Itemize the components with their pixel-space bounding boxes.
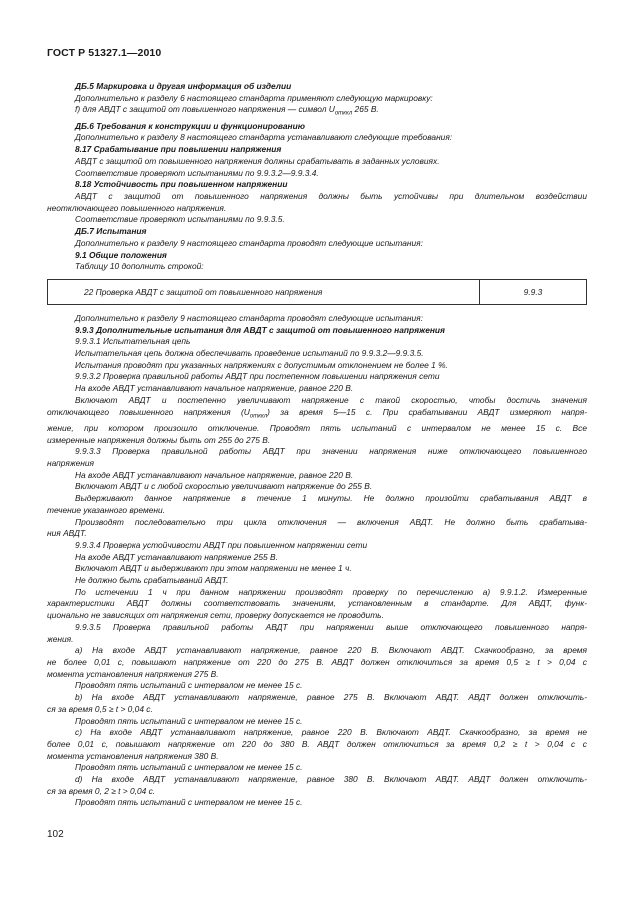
text-line: АВДТ с защитой от повышенного напряжения должны быть устойчивы при длительном воздействии: [75, 191, 587, 201]
table-10-addition: [47, 279, 587, 305]
text-line: 9.9.3.4 Проверка устойчивости АВДТ при повышенном напряжении сети: [75, 539, 368, 550]
text-line: Включают АВДТ и постепенно увеличивают напряжение с такой скоростью, чтобы достичь значения: [75, 394, 587, 405]
text-line: [47, 407, 587, 423]
table-cell-clause: 9.9.3: [480, 279, 587, 304]
text-line: Проводят пять испытаний с интервалом не менее 15 с.: [75, 680, 303, 691]
text-line: Испытания проводят при указанных напряжениях с допустимым отклонением не более 1 %.: [75, 359, 448, 370]
text-line: АВДТ с защитой от повышенного напряжения должны срабатывать в заданных условиях.: [75, 155, 440, 166]
text-line: измеренные напряжения должны быть от 255 до 275 В.: [47, 434, 271, 445]
text-line: 9.9.3.3 Проверка правильной работы АВДТ при значении напряжения ниже отключающего повышенного: [75, 446, 587, 457]
text-line: Таблицу 10 дополнить строкой:: [75, 261, 204, 272]
text-line: Соответствие проверяют испытаниями по 9.9.3.2—9.9.3.4.: [75, 167, 319, 178]
text-line: 9.9.3.5 Проверка правильной работы АВДТ при напряжении выше отключающего повышенного напря-: [75, 621, 587, 632]
text-line: Не должно быть срабатываний АВДТ.: [75, 575, 229, 586]
text-line: течение указанного времени.: [47, 504, 165, 515]
text-line: характеристики АВДТ должны соответствовать значениям, установленным в стандарте. Для АВДТ, функ-: [47, 598, 587, 609]
text-line: Проводят пять испытаний с интервалом не менее 15 с.: [75, 797, 303, 808]
text-line: ДБ.6 Требования к конструкции и функционированию: [75, 120, 305, 131]
page-number: 102: [47, 829, 64, 840]
text-line: На входе АВДТ устанавливают начальное напряжение, равное 220 В.: [75, 383, 354, 394]
text-line: 9.9.3.2 Проверка правильной работы АВДТ при постепенном повышении напряжения сети: [75, 371, 440, 382]
text-line: b) На входе АВДТ устанавливают напряжение, равное 275 В. Включают АВДТ. АВДТ должен отключить-: [75, 692, 587, 703]
document-header: ГОСТ Р 51327.1—2010: [47, 47, 162, 59]
text-line: Включают АВДТ и с любой скоростью увеличивают напряжение до 255 В.: [75, 481, 373, 492]
text-line: Испытательная цепь должна обеспечивать проведение испытаний по 9.9.3.2—9.9.3.5.: [75, 348, 424, 359]
text-line: Дополнительно к разделу 6 настоящего стандарта применяют следующую маркировку:: [75, 92, 433, 103]
text-line: жение, при котором произошло отключение. Проводят пять испытаний с интервалом не менее 15 с. Все: [47, 422, 587, 433]
text-line: Дополнительно к разделу 8 настоящего стандарта устанавливают следующие требования:: [75, 132, 453, 143]
section-9-9-3: [47, 313, 587, 809]
text-line: ДБ.7 Испытания: [75, 226, 147, 237]
text-line: 8.17 Срабатывание при повышении напряжения: [75, 144, 282, 155]
text-line: На входе АВДТ устанавливают начальное напряжение, равное 220 В.: [75, 469, 354, 480]
table-cell-description: 22 Проверка АВДТ с защитой от повышенного напряжения: [48, 279, 480, 304]
text-line: ся за время 0,5 ≥ t > 0,04 с.: [47, 703, 153, 714]
text-line: d) На входе АВДТ устанавливают напряжение, равное 380 В. Включают АВДТ. АВДТ должен отключить-: [75, 774, 587, 785]
text-line: ционально не зависящих от напряжения сети, проверку допускается не проводить.: [47, 610, 384, 621]
text-line: Проводят пять испытаний с интервалом не менее 15 с.: [75, 762, 303, 773]
text-line: с) На входе АВДТ устанавливают напряжение, равное 220 В. Включают АВДТ. Скачкообразно, за время не: [75, 727, 587, 738]
text-line: а) На входе АВДТ устанавливают напряжение, равное 220 В. Включают АВДТ. Скачкообразно, за время: [75, 645, 587, 656]
text-line: По истечении 1 ч при данном напряжении производят проверку по перечислению а) 9.9.1.2. Измеренные: [75, 586, 587, 597]
text-line: 9.9.3 Дополнительные испытания для АВДТ с защитой от повышенного напряжения: [75, 324, 445, 335]
document-body: [47, 81, 587, 809]
text-line: Производят последовательно три цикла отключения — включения АВДТ. Не должно быть срабатыва-: [75, 516, 587, 527]
text-line: [47, 104, 587, 120]
text-line: 9.1 Общие положения: [75, 249, 167, 260]
text-fragment: отключающего повышенного напряжения (U: [47, 406, 250, 417]
text-fragment: ) за время 5—15 с. При срабатывании АВДТ измеряют напря-: [267, 406, 587, 417]
text-line: ся за время 0, 2 ≥ t > 0,04 с.: [47, 785, 156, 796]
text-fragment: f) для АВДТ с защитой от повышенного напряжения — символ U: [75, 104, 335, 115]
text-line: более 0,01 с, повышают напряжение от 220 до 380 В. АВДТ должен отключиться за время 0,2 ≥ t > 0,04 с с: [47, 738, 587, 749]
text-line: напряжения: [47, 458, 94, 469]
text-line: 9.9.3.1 Испытательная цепь: [75, 336, 191, 347]
text-line: ДБ.5 Маркировка и другая информация об изделии: [75, 81, 292, 91]
text-line: неотключающего повышенного напряжения.: [47, 202, 227, 213]
subscript: отккл: [249, 413, 268, 420]
text-line: Выдерживают данное напряжение в течение 1 минуты. Не должно произойти срабатывания АВДТ в: [75, 493, 587, 504]
text-line: не более 0,01 с, повышают напряжение от 220 до 275 В. АВДТ должен отключиться за время 0,5 ≥ t > 0,04 с: [47, 656, 587, 667]
text-line: момента установления напряжения 275 В.: [47, 668, 219, 679]
text-line: Соответствие проверяют испытаниями по 9.9.3.5.: [75, 214, 285, 225]
text-line: момента установления напряжения 380 В.: [47, 750, 219, 761]
text-line: На входе АВДТ устанавливают напряжение 255 В.: [75, 551, 278, 562]
text-line: Проводят пять испытаний с интервалом не менее 15 с.: [75, 715, 303, 726]
text-fragment: 265 В.: [352, 104, 379, 115]
text-line: Дополнительно к разделу 9 настоящего стандарта проводят следующие испытания:: [75, 312, 423, 323]
table-row: [48, 279, 587, 304]
text-line: ния АВДТ.: [47, 528, 87, 539]
subscript: отккл: [334, 111, 353, 118]
text-line: 8.18 Устойчивость при повышенном напряжении: [75, 179, 288, 190]
text-line: жения.: [47, 633, 74, 644]
section-db5-to-9-1: [47, 81, 587, 273]
text-line: Включают АВДТ и выдерживают при этом напряжении не менее 1 ч.: [75, 563, 352, 574]
text-line: Дополнительно к разделу 9 настоящего стандарта проводят следующие испытания:: [75, 237, 423, 248]
